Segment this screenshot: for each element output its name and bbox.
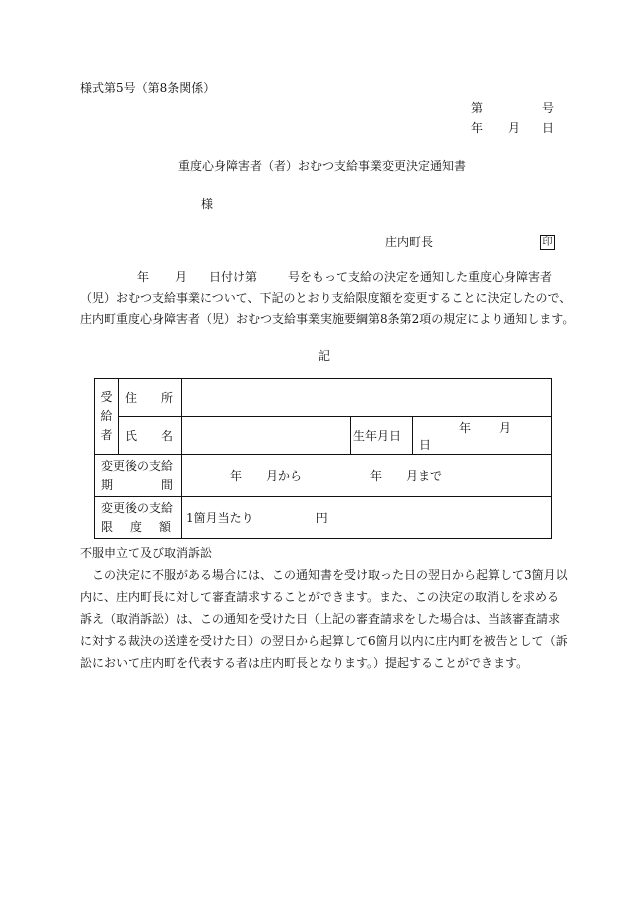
body-year: 年 <box>137 270 150 284</box>
date-day: 日 <box>542 121 555 135</box>
seal-icon: 印 <box>540 235 555 250</box>
detail-table <box>94 378 552 539</box>
form-number: 様式第5号（第8条関係） <box>80 81 216 95</box>
appeal-line-1: この決定に不服がある場合には、この通知書を受け取った日の翌日から起算して3箇月以 <box>92 568 568 582</box>
addressee-suffix: 様 <box>201 197 214 211</box>
date-month: 月 <box>508 121 521 135</box>
body-line-3: 庄内町重度心身障害者（児）おむつ支給事業実施要綱第8条第2項の規定により通知します。 <box>80 312 575 326</box>
appeal-line-4: に対する裁決の送達を受けた日）の翌日から起算して6箇月以内に庄内町を被告として（訴 <box>80 634 568 648</box>
appeal-line-2: 内に、庄内町長に対して審査請求することができます。また、この決定の取消しを求める <box>80 590 560 604</box>
address-value[interactable] <box>182 379 552 417</box>
limit-label: 変更後の支給 限 度 額 <box>95 497 182 539</box>
appeal-line-5: 訟において庄内町を代表する者は庄内町長となります。）提起することができます。 <box>80 656 529 670</box>
appeal-heading: 不服申立て及び取消訴訟 <box>80 546 213 560</box>
recipient-label: 受 給 者 <box>95 379 119 455</box>
doc-number-prefix: 第 <box>471 101 484 115</box>
address-label: 住 所 <box>119 379 182 417</box>
body-line-1: 号をもって支給の決定を通知した重度心身障害者 <box>288 270 553 284</box>
name-label: 氏 名 <box>119 417 182 455</box>
body-dated: 日付け第 <box>209 270 258 284</box>
issuer-name: 庄内町長 <box>385 235 434 249</box>
date-year: 年 <box>471 121 484 135</box>
seal-mark <box>540 233 555 250</box>
birthdate-value[interactable]: 年 月日 <box>413 417 552 455</box>
name-value[interactable] <box>182 417 351 455</box>
body-line-2: （児）おむつ支給事業について、下記のとおり支給限度額を変更することに決定したので、 <box>80 291 572 305</box>
appeal-line-3: 訴え（取消訴訟）は、この通知を受けた日（上記の審査請求をした場合は、当該審査請求 <box>80 612 561 626</box>
birthdate-label: 生年月日 <box>351 417 413 455</box>
period-value[interactable]: 年 月から 年 月まで <box>182 455 552 497</box>
period-label: 変更後の支給 期 間 <box>95 455 182 497</box>
document-title: 重度心身障害者（者）おむつ支給事業変更決定通知書 <box>178 159 467 173</box>
body-month: 月 <box>175 270 188 284</box>
limit-value[interactable]: 1箇月当たり 円 <box>182 497 552 539</box>
doc-number-suffix: 号 <box>542 101 555 115</box>
ki-heading: 記 <box>318 349 331 363</box>
